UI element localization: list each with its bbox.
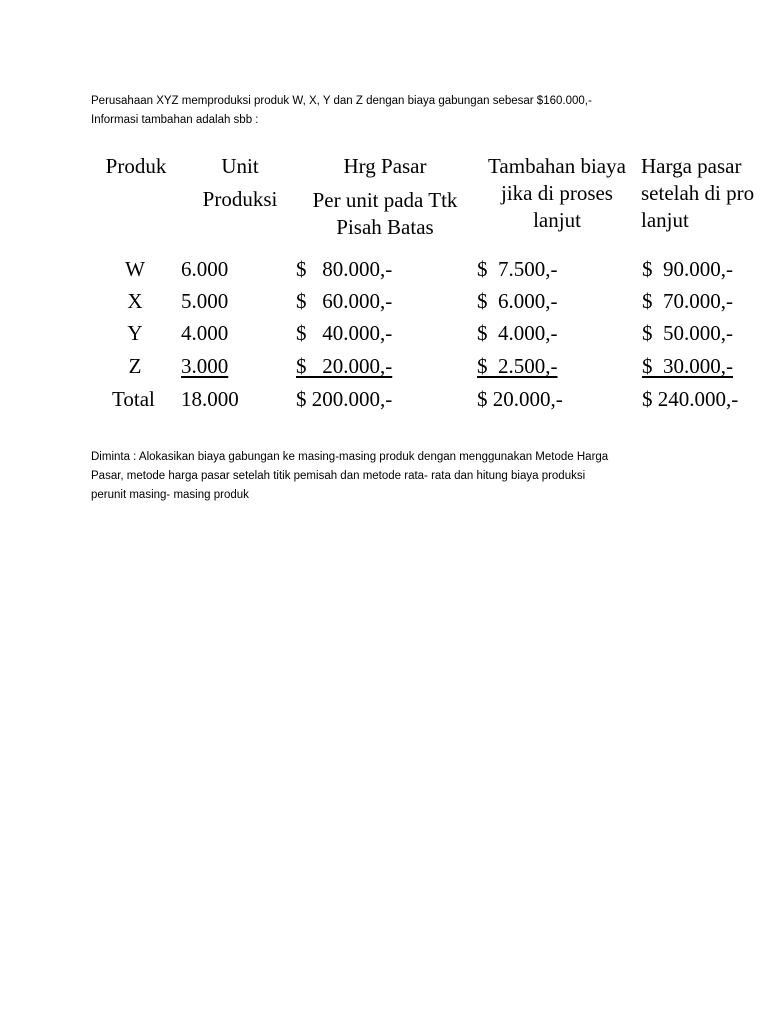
task-text: [91, 448, 608, 505]
intro-line-1: Perusahaan XYZ memproduksi produk W, X, Y dan Z dengan biaya gabungan sebesar $160.000,-: [91, 95, 592, 107]
header-tambahan-line-3: lanjut: [533, 208, 581, 232]
cell-unit: 3.000: [181, 354, 229, 378]
cell-harga-setelah: $ 70.000,-: [642, 289, 733, 313]
cell-produk: Z: [128, 354, 142, 378]
cell-produk: Y: [127, 321, 143, 345]
cell-tambahan: $ 7.500,-: [477, 257, 558, 281]
total-tambahan: $ 20.000,-: [477, 387, 563, 411]
header-tambahan-line-2: jika di proses: [501, 181, 613, 205]
cell-hrg-pasar: $ 40.000,-: [296, 321, 393, 345]
task-line-2: Pasar, metode harga pasar setelah titik pemisah dan metode rata- rata dan hitung biaya produksi: [91, 470, 586, 482]
task-line-3: perunit masing- masing produk: [91, 489, 249, 501]
total-harga-setelah: $ 240.000,-: [642, 387, 739, 411]
header-harga-setelah-line-1: Harga pasar: [641, 154, 742, 178]
total-label: Total: [112, 387, 155, 411]
cell-produk: X: [127, 289, 143, 313]
header-hrg-pasar-line-3: Pisah Batas: [336, 215, 434, 239]
cell-harga-setelah: $ 30.000,-: [642, 354, 733, 378]
header-hrg-pasar-line-2: Per unit pada Ttk: [312, 188, 458, 212]
intro-line-2: Informasi tambahan adalah sbb :: [91, 114, 259, 126]
cell-tambahan: $ 2.500,-: [477, 354, 558, 378]
total-unit: 18.000: [181, 387, 239, 411]
cell-unit: 4.000: [181, 321, 229, 345]
header-harga-setelah-line-2: setelah di pro: [641, 181, 755, 205]
header-harga-setelah-line-3: lanjut: [641, 208, 689, 232]
header-hrg-pasar-line-1: Hrg Pasar: [343, 154, 427, 178]
cell-produk: W: [125, 257, 145, 281]
cell-hrg-pasar: $ 20.000,-: [296, 354, 393, 378]
cell-hrg-pasar: $ 80.000,-: [296, 257, 393, 281]
cell-unit: 5.000: [181, 289, 229, 313]
cell-harga-setelah: $ 50.000,-: [642, 321, 733, 345]
cell-hrg-pasar: $ 60.000,-: [296, 289, 393, 313]
cell-tambahan: $ 4.000,-: [477, 321, 558, 345]
total-hrg-pasar: $ 200.000,-: [296, 387, 393, 411]
cell-unit: 6.000: [181, 257, 229, 281]
header-produk: Produk: [105, 154, 167, 178]
cell-tambahan: $ 6.000,-: [477, 289, 558, 313]
task-line-1: Diminta : Alokasikan biaya gabungan ke masing-masing produk dengan menggunakan Metode Harga: [91, 451, 609, 463]
header-unit-line-2: Produksi: [202, 187, 278, 211]
header-tambahan-line-1: Tambahan biaya: [488, 154, 626, 178]
cell-harga-setelah: $ 90.000,-: [642, 257, 733, 281]
header-unit-line-1: Unit: [221, 154, 259, 178]
intro-text: [91, 92, 592, 130]
